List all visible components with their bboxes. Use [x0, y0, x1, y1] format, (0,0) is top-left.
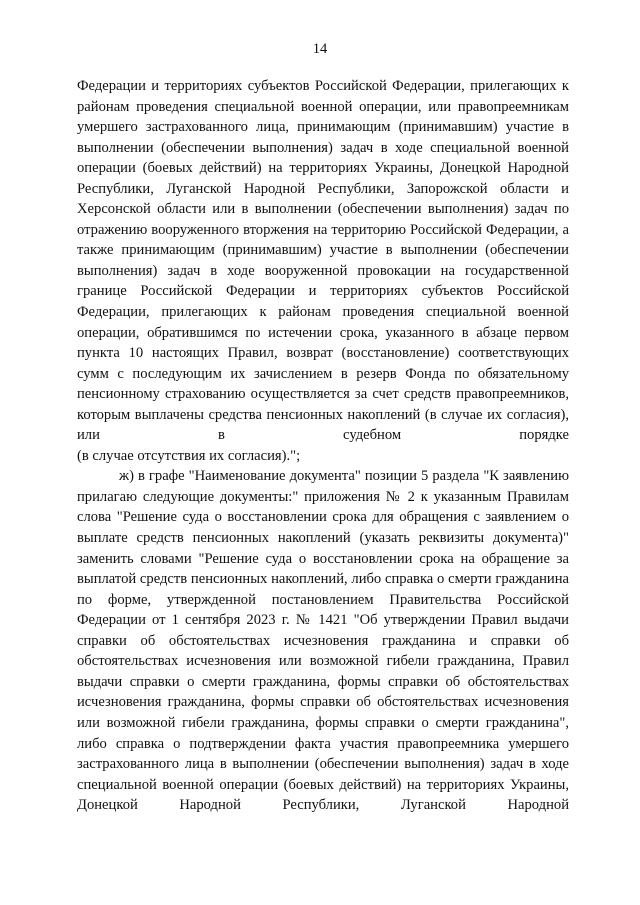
paragraph-continuation-tail: (в случае отсутствия их согласия)."; — [77, 447, 301, 464]
paragraph-item-zh: ж) в графе "Наименование документа" позиции 5 раздела "К заявлению прилагаю следующие документы:" приложения № 2 к указанным Правилам слова "Решение суда о восстановлении срока для обращения с заявлением о выплате средств пенсионных накоплений (указать реквизиты документа)" заменить словами "Решение суда о восстановлении срока на обращение за выплатой средств пенсионных накоплений, либо справка о смерти гражданина по форме, утвержденной постановлением Правительства Российской Федерации от 1 сентября 2023 г. № 1421 "Об утверждении Правил выдачи справки об обстоятельствах исчезновения гражданина и справки об обстоятельствах исчезновения или возможной гибели гражданина, Правил выдачи справки о смерти гражданина, формы справки об обстоятельствах исчезновения гражданина, формы справки об обстоятельствах исчезновения или возможной гибели гражданина, формы справки о смерти гражданина", либо справка о подтверждении факта участия правопреемника умершего застрахованного лица в выполнении (обеспечении выполнения) задач в ходе специальной военной операции (боевых действий) на территориях Украины, Донецкой Народной Республики, Луганской Народной — [77, 468, 569, 814]
paragraph-continuation: Федерации и территориях субъектов Российской Федерации, прилегающих к районам проведения специальной военной операции, или правопреемникам умершего застрахованного лица, принимающим (принимавшим) участие в выполнении (обеспечении выполнения) задач в ходе специальной военной операции (боевых действий) на территориях Украины, Донецкой Народной Республики, Луганской Народной Республики, Запорожской области и Херсонской области или в выполнении (обеспечении выполнения) задач по отражению вооруженного вторжения на территорию Российской Федерации, а также принимающим (принимавшим) участие в выполнении (обеспечении выполнения) задач в ходе вооруженной провокации на государственной границе Российской Федерации и территориях субъектов Российской Федерации, прилегающих к районам проведения специальной военной операции, обратившимся по истечении срока, указанного в абзаце первом пункта 10 настоящих Правил, возврат (восстановление) соответствующих сумм с последующим их зачислением в резерв Фонда по обязательному пенсионному страхованию осуществляется за счет средств правопреемников, которым выплачены средства пенсионных накоплений (в случае их согласия), или в судебном порядке — [77, 78, 569, 444]
page-number: 14 — [312, 41, 328, 57]
document-body — [77, 76, 569, 816]
